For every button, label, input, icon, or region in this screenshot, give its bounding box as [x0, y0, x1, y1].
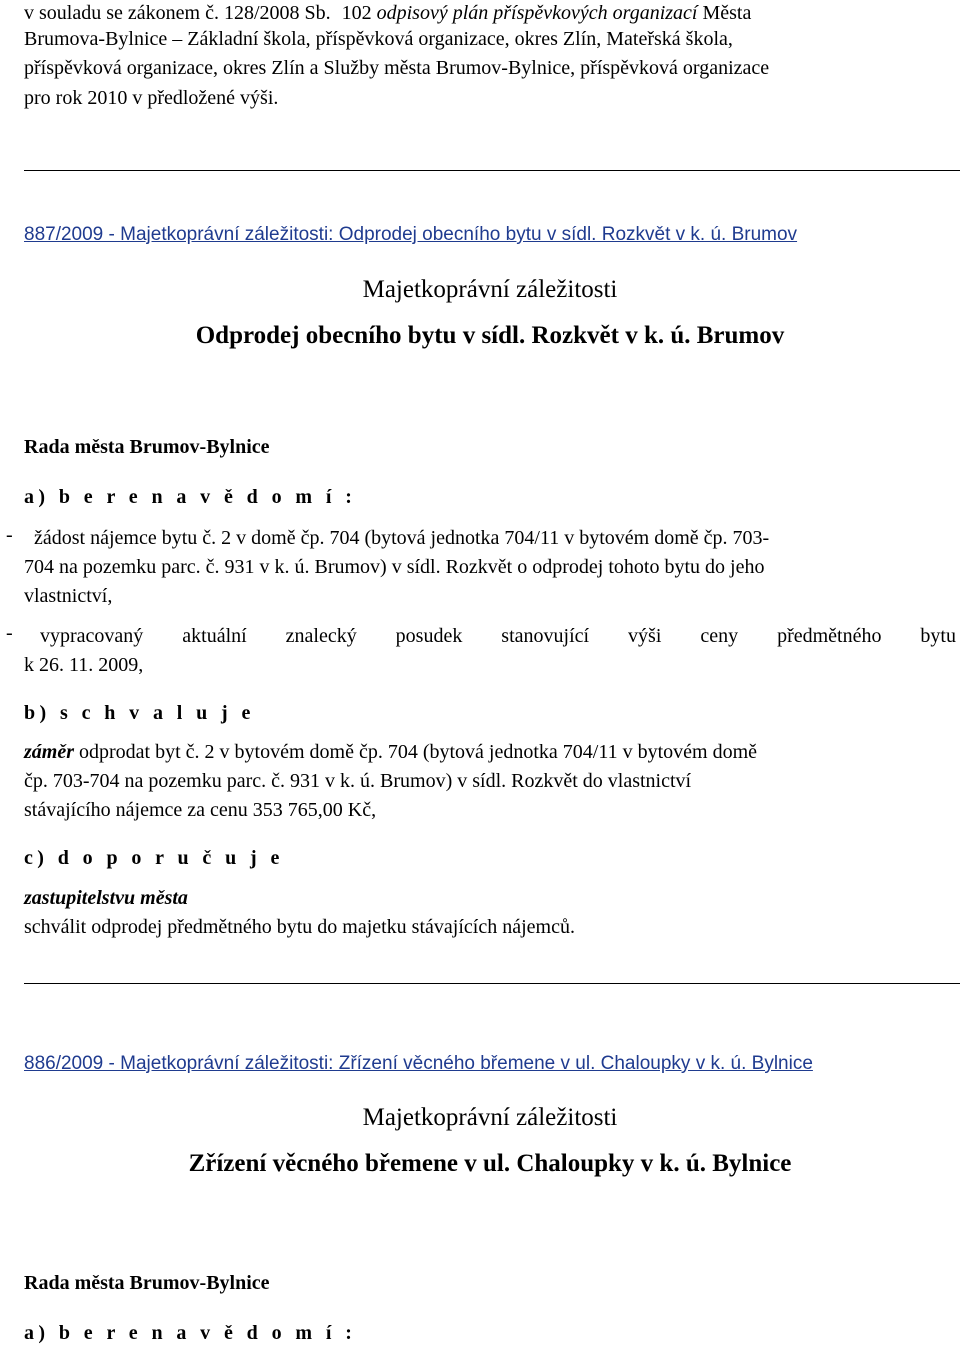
item-886-heading: Majetkoprávní záležitosti — [362, 1104, 618, 1131]
intro-line-3: příspěvková organizace, okres Zlín a Služby města Brumov-Bylnice, příspěvková organizace — [24, 57, 770, 79]
item-887-b-line-3: stávajícího nájemce za cenu 353 765,00 Kč, — [24, 799, 377, 821]
item-887-b-label: b) s c h v a l u j e — [24, 702, 255, 724]
item-887-c-label: c) d o p o r u č u j e — [24, 847, 284, 869]
item-886-a-label: a) b e r e n a v ě d o m í : — [24, 1322, 357, 1344]
intro-text: v souladu se zákonem č. 128/2008 Sb. — [24, 2, 331, 24]
intro-line-4: pro rok 2010 v předložené výši. — [24, 87, 279, 109]
item-886-subheading: Zřízení věcného břemene v ul. Chaloupky v k. ú. Bylnice — [188, 1150, 792, 1177]
c-emphasis: zastupitelstvu města — [24, 887, 188, 909]
section-divider — [24, 983, 960, 984]
item-887-b-line-2: čp. 703-704 na pozemku parc. č. 931 v k. ú. Brumov) v sídl. Rozkvět do vlastnictví — [24, 770, 692, 792]
intro-line-1 — [24, 0, 751, 28]
item-887-subheading: Odprodej obecního bytu v sídl. Rozkvět v k. ú. Brumov — [195, 322, 785, 349]
item-887-a-label: a) b e r e n a v ě d o m í : — [24, 486, 357, 508]
item-887-a-item-1-line-3: vlastnictví, — [24, 585, 113, 607]
list-dash: - — [6, 622, 13, 644]
b-text: odprodat byt č. 2 v bytovém domě čp. 704 (bytová jednotka 704/11 v bytovém domě — [74, 741, 758, 763]
item-887-a-item-2-line-2: k 26. 11. 2009, — [24, 654, 144, 676]
intro-text: Města — [697, 2, 752, 24]
list-item-text: žádost nájemce bytu č. 2 v domě čp. 704 (bytová jednotka 704/11 v bytovém domě čp. 703- — [34, 527, 770, 549]
item-887-link[interactable]: 887/2009 - Majetkoprávní záležitosti: Odprodej obecního bytu v sídl. Rozkvět v k. ú. Brumov — [24, 224, 798, 245]
item-887-a-item-1-line-2: 704 na pozemku parc. č. 931 v k. ú. Brumov) v sídl. Rozkvět o odprodej tohoto bytu do jeho — [24, 556, 765, 578]
list-dash: - — [6, 524, 13, 546]
intro-italic: odpisový plán příspěvkových organizací — [376, 2, 698, 24]
list-item-text: vypracovaný aktuální znalecký posudek stanovující výši ceny předmětného bytu — [40, 625, 956, 647]
section-divider — [24, 170, 960, 171]
intro-line-2: Brumova-Bylnice – Základní škola, příspěvková organizace, okres Zlín, Mateřská škola, — [24, 28, 733, 50]
intro-number: 102 — [341, 2, 377, 24]
item-886-link[interactable]: 886/2009 - Majetkoprávní záležitosti: Zřízení věcného břemene v ul. Chaloupky v k. ú. Bylnice — [24, 1053, 813, 1074]
item-887-b-line-1 — [24, 738, 757, 767]
item-887-heading: Majetkoprávní záležitosti — [362, 276, 618, 303]
item-887-c-line-1: schválit odprodej předmětného bytu do majetku stávajících nájemců. — [24, 916, 575, 938]
b-emphasis: záměr — [24, 741, 74, 763]
item-887-c-emphasis-wrap — [24, 884, 188, 913]
item-887-council: Rada města Brumov-Bylnice — [24, 436, 270, 458]
item-886-council: Rada města Brumov-Bylnice — [24, 1272, 270, 1294]
